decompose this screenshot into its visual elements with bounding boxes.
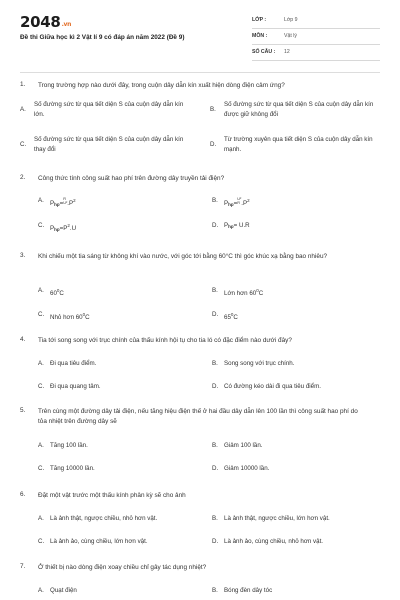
question-text: Trên cùng một đường dây tải điện, nếu tăng hiệu điện thế ở hai đầu dây dẫn lên 100 lần thì công suất hao phí do tỏa nhiệt trên đường dây sẽ [38,408,358,425]
site-logo[interactable]: 2048.vn [20,13,72,31]
option-formula: $P_{hp}= U.R$ [224,222,250,229]
option-d[interactable] [212,537,377,549]
option-a[interactable] [38,286,188,298]
option-d[interactable] [212,464,362,476]
option-text: Có đường kéo dài đi qua tiêu điểm. [224,383,321,390]
option-text: Song song với trục chính. [224,360,295,367]
option-key: C. [20,141,27,148]
question-number: 6. [20,491,26,498]
option-key: A. [38,360,44,367]
option-d[interactable] [212,382,372,394]
question-number: 2. [20,174,26,181]
option-key: C. [38,311,45,318]
info-label: LỚP : [252,17,267,23]
info-value: 12 [284,49,290,55]
option-b[interactable] [212,196,362,208]
option-text: Tăng 10000 lần. [50,465,95,472]
question-text: Ở thiết bị nào dòng điện xoay chiều chỉ gây tác dụng nhiệt? [38,564,207,571]
option-a[interactable] [38,441,188,453]
option-text: Số đường sức từ qua tiết diện S của cuộn dây dẫn kín được giữ không đổi [224,101,374,118]
option-key: B. [212,515,218,522]
option-key: B. [212,360,218,367]
option-text: Là ảnh thật, ngược chiều, lớn hơn vật. [224,515,330,522]
option-d[interactable] [212,310,362,322]
info-row-subject [252,29,380,45]
option-b[interactable] [210,100,382,120]
option-key: A. [38,442,44,449]
option-b[interactable] [212,514,377,526]
option-key: B. [212,197,218,204]
option-text: Số đường sức từ qua tiết diện S của cuộn dây dẫn kín thay đổi [34,136,184,153]
option-b[interactable] [212,586,362,598]
option-b[interactable] [212,441,362,453]
option-text: Giảm 10000 lần. [224,465,270,472]
question-text: Công thức tính công suất hao phí trên đường dây truyền tải điện? [38,175,225,182]
option-text: Bóng đèn dây tóc [224,587,273,594]
option-text: Nhỏ hơn $60^0C$ [50,312,90,321]
option-b[interactable] [212,286,362,298]
option-key: C. [38,222,45,229]
option-text: Số đường sức từ qua tiết diện S của cuộn dây dẫn kín lớn. [34,101,184,118]
option-c[interactable] [20,135,200,155]
option-c[interactable] [38,382,188,394]
option-key: A. [20,106,26,113]
option-d[interactable] [210,135,382,155]
option-key: A. [38,197,44,204]
option-c[interactable] [38,464,188,476]
option-formula: $P_{hp}=P^2.U$ [50,223,77,232]
question-text: Khi chiếu một tia sáng từ không khí vào nước, với góc tới bằng 60°C thì góc khúc xạ bằng bao nhiêu? [38,253,328,260]
option-text: Tăng 100 lần. [50,442,88,449]
option-text: Lớn hơn $60^0C$ [224,288,264,297]
option-key: B. [212,442,218,449]
question-number: 3. [20,252,26,259]
info-value: Lớp 9 [284,17,298,23]
option-key: D. [210,141,217,148]
option-c[interactable] [38,221,188,233]
option-key: B. [212,287,218,294]
option-key: A. [38,287,44,294]
option-key: A. [38,515,44,522]
option-a[interactable] [38,586,188,598]
info-label: MÔN : [252,33,268,39]
option-formula: $P_{hp}=U^2$ $R.P^2$ [224,197,250,207]
option-key: C. [38,538,45,545]
option-text: Là ảnh ảo, cùng chiều, nhỏ hơn vật. [224,538,324,545]
option-key: A. [38,587,44,594]
question-text: Trong trường hợp nào dưới đây, trong cuộn dây dẫn kín xuất hiện dòng điện cảm ứng? [38,82,285,89]
option-a[interactable] [38,514,203,526]
option-a[interactable] [38,196,188,208]
option-key: C. [38,465,45,472]
option-text: Là ảnh ảo, cùng chiều, lớn hơn vật. [50,538,148,545]
option-key: D. [212,383,219,390]
option-key: D. [212,222,219,229]
exam-title: Đề thi Giữa học kì 2 Vật lí 9 có đáp án năm 2022 (Đề 9) [20,34,185,41]
option-c[interactable] [38,310,188,322]
option-text: $65^0C$ [224,312,238,321]
option-c[interactable] [38,537,203,549]
option-b[interactable] [212,359,372,371]
info-value: Vật lý [284,33,297,39]
option-text: Quạt điện [50,587,77,594]
question-number: 7. [20,563,26,570]
question-text: Tia tới song song với trục chính của thấu kính hội tụ cho tia ló có đặc điểm nào dưới đây? [38,337,292,344]
option-text: Đi qua tiêu điểm. [50,360,97,367]
option-key: B. [210,106,216,113]
option-key: C. [38,383,45,390]
option-key: D. [212,465,219,472]
option-text: Giảm 100 lần. [224,442,263,449]
option-d[interactable] [212,221,362,233]
option-text: Là ảnh thật, ngược chiều, nhỏ hơn vật. [50,515,158,522]
info-row-class [252,13,380,29]
question-number: 4. [20,336,26,343]
header-divider [20,72,380,73]
option-text: Từ trường xuyên qua tiết diện S của cuộn dây dẫn kín mạnh. [224,136,373,153]
exam-info-table [252,13,380,61]
question-text: Đặt một vật trước một thấu kính phân kỳ sẽ cho ảnh [38,492,186,499]
option-key: D. [212,538,219,545]
option-formula: $P_{hp}=R$ $U^2.P^2$ [50,197,76,207]
question-number: 1. [20,81,26,88]
option-key: B. [212,587,218,594]
info-row-count [252,45,380,61]
option-a[interactable] [20,100,200,120]
info-label: SỐ CÂU : [252,49,276,55]
option-key: D. [212,311,219,318]
question-number: 5. [20,407,26,414]
page-header [0,0,400,68]
option-text: $60^0C$ [50,288,64,297]
option-text: Đi qua quang tâm. [50,383,101,390]
option-a[interactable] [38,359,188,371]
